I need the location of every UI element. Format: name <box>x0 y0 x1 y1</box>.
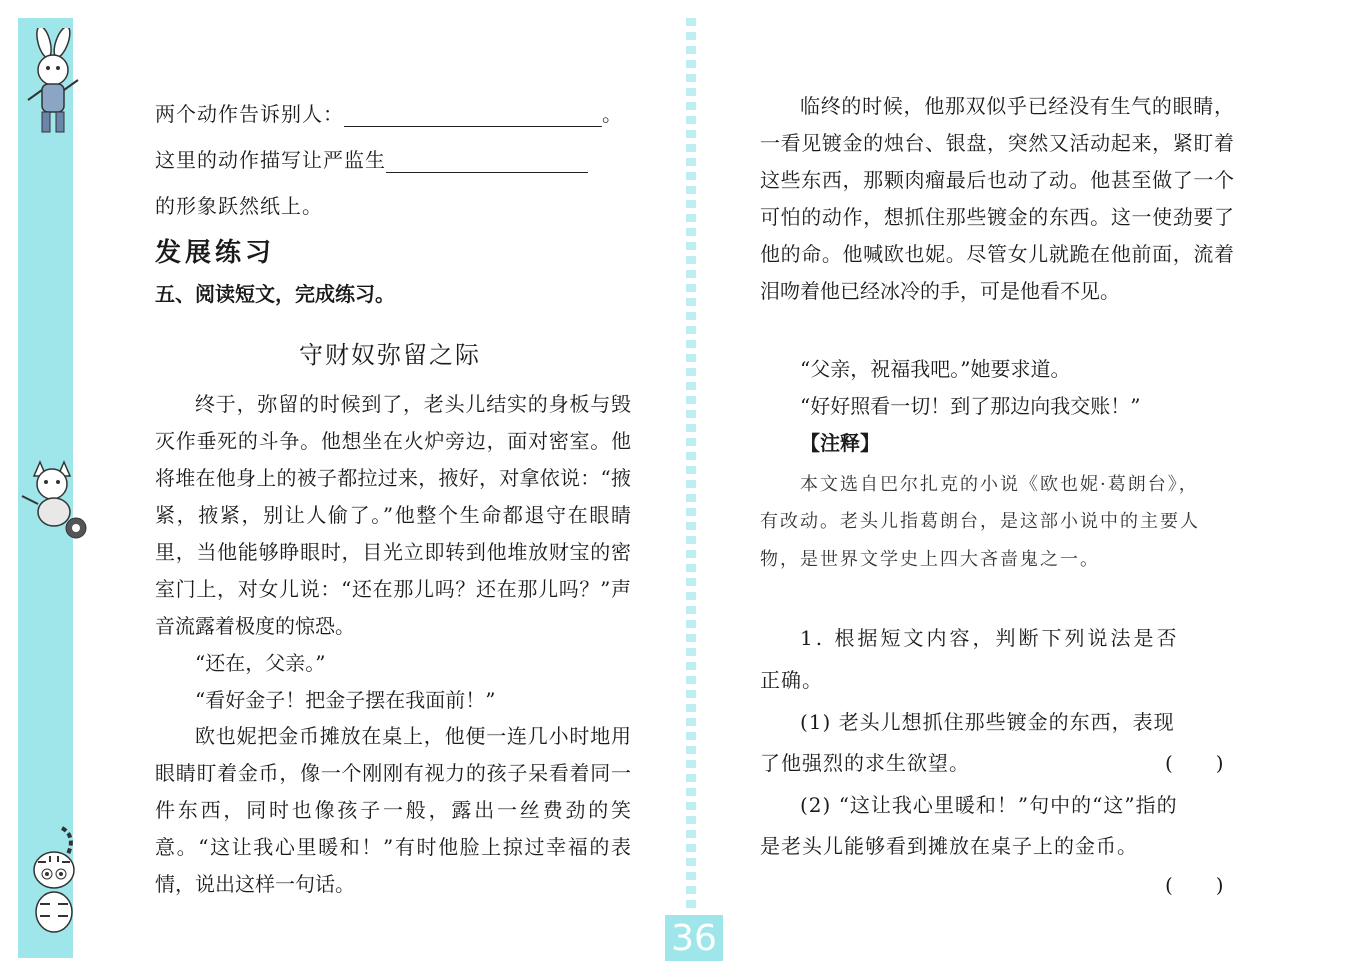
rabbit-mascot-icon <box>22 28 84 140</box>
fill-line-2-label: 这里的动作描写让严监生 <box>155 148 386 172</box>
section-heading: 发展练习 <box>155 238 276 268</box>
story-paragraph-4: 欧也妮把金币摊放在桌上，他便一连几小时地用眼睛盯着金币，像一个刚刚有视力的孩子呆看着同一件东西，同时也像孩子一般，露出一丝费劲的笑意。“这让我心里暖和！”有时他脸上掠过幸福的表情，说出这样一句话。 <box>155 724 631 896</box>
answer-paren-1b[interactable]: ( ) <box>1165 873 1225 897</box>
exercise-instruction: 五、阅读短文，完成练习。 <box>155 282 395 306</box>
cat-mascot-icon <box>18 452 88 542</box>
fill-line-1-end: 。 <box>602 102 623 126</box>
fill-line-1 <box>155 98 623 127</box>
question-1b-line-2: 是老头儿能够看到摊放在桌子上的金币。 <box>760 834 1138 858</box>
note-line-3: 物，是世界文学史上四大吝啬鬼之一。 <box>760 549 1100 570</box>
fill-line-1-label: 两个动作告诉别人： <box>155 102 344 126</box>
story-paragraph-1: 终于，弥留的时候到了，老头儿结实的身板与毁灭作垂死的斗争。他想坐在火炉旁边，面对密室。他将堆在他身上的被子都拉过来，掖好，对拿依说：“掖紧，掖紧，别让人偷了。”他整个生命都退守在眼睛里，当他能够睁眼时，目光立即转到他堆放财宝的密室门上，对女儿说：“还在那儿吗？还在那儿吗？”声音流露着极度的惊恐。 <box>155 392 631 638</box>
fill-line-2 <box>155 144 588 173</box>
story-paragraph-2: “还在，父亲。” <box>195 651 326 675</box>
answer-blank-1[interactable] <box>344 126 602 127</box>
note-label: 【注释】 <box>800 431 880 455</box>
question-1-line-1: 1. 根据短文内容，判断下列说法是否 <box>800 626 1180 650</box>
story-title: 守财奴弥留之际 <box>299 341 481 369</box>
tiger-mascot-icon <box>22 822 86 942</box>
page-spine-divider <box>686 18 696 913</box>
question-1a-line-2: 了他强烈的求生欲望。 <box>760 751 970 775</box>
story-paragraph-7: “好好照看一切！到了那边向我交账！” <box>800 394 1141 418</box>
story-paragraph-5: 临终的时候，他那双似乎已经没有生气的眼睛，一看见镀金的烛台、银盘，突然又活动起来，紧盯着这些东西，那颗肉瘤最后也动了动。他甚至做了一个可怕的动作，想抓住那些镀金的东西。这一使劲要了他的命。他喊欧也妮。尽管女儿就跪在他前面，流着泪吻着他已经冰冷的手，可是他看不见。 <box>760 94 1234 303</box>
answer-paren-1a[interactable]: ( ) <box>1165 751 1225 775</box>
fill-line-2-continuation: 的形象跃然纸上。 <box>155 194 323 218</box>
question-1a-line-1: (1) 老头儿想抓住那些镀金的东西，表现 <box>800 710 1175 734</box>
question-1-line-2: 正确。 <box>760 668 823 692</box>
note-line-1: 本文选自巴尔扎克的小说《欧也妮·葛朗台》， <box>800 474 1199 495</box>
note-line-2: 有改动。老头儿指葛朗台，是这部小说中的主要人 <box>760 511 1200 532</box>
story-paragraph-6: “父亲，祝福我吧。”她要求道。 <box>800 357 1071 381</box>
story-paragraph-3: “看好金子！把金子摆在我面前！” <box>195 688 496 712</box>
question-1b-line-1: (2) “这让我心里暖和！”句中的“这”指的 <box>800 793 1178 817</box>
page-number: 36 <box>665 915 723 961</box>
answer-blank-2[interactable] <box>386 172 588 173</box>
